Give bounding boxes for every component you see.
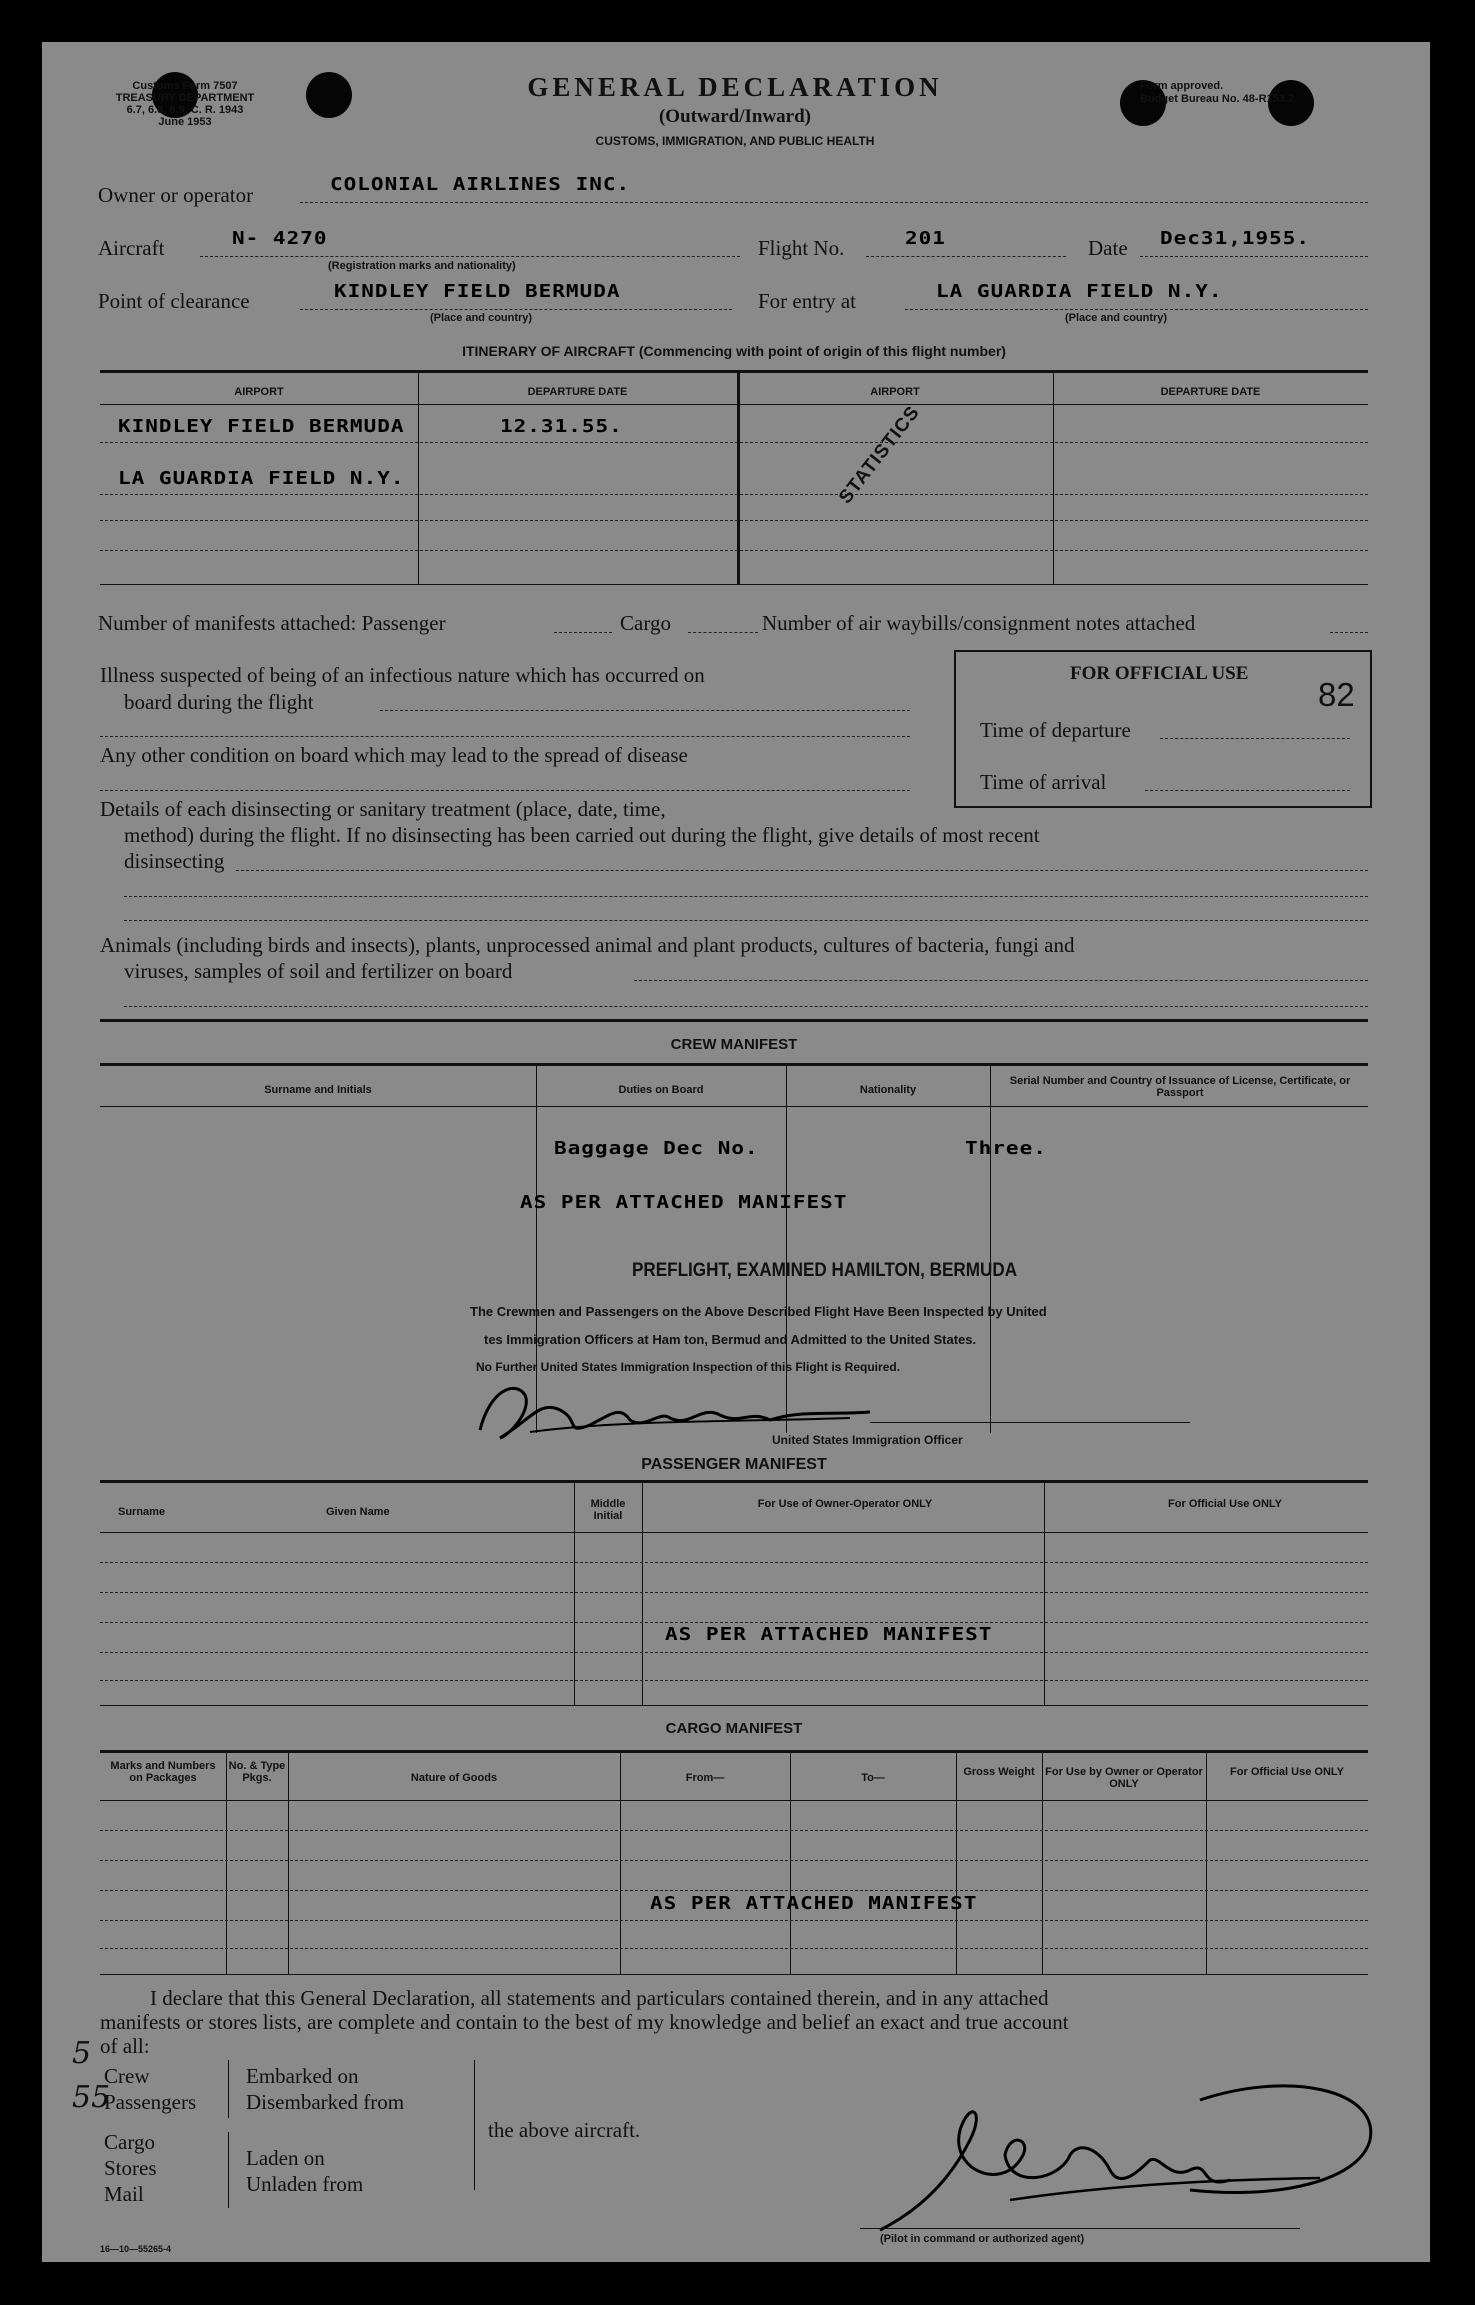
animals-line [634,980,1368,981]
row-line [100,1680,1368,1681]
crew-title: CREW MANIFEST [670,1036,798,1053]
itinerary-header: DEPARTURE DATE [527,386,628,398]
col-divider [226,1750,227,1974]
row-line [100,1860,1368,1861]
declaration-text: manifests or stores lists, are complete and contain to the best of my knowledge and belief an exact and true account [100,2010,1069,2034]
row-line [100,1948,1368,1949]
itinerary-bottom [100,584,1368,585]
passenger-header-top [100,1480,1368,1483]
pilot-note: (Pilot in command or authorized agent) [880,2233,1085,2245]
form-info [90,80,280,128]
passenger-title: PASSENGER MANIFEST [641,1456,827,1473]
waybills-line [1330,632,1368,633]
row-line [100,1652,1368,1653]
clearance-value: KINDLEY FIELD BERMUDA [334,280,621,302]
regulation: 6.7, 6.8, 6.9, C. R. 1943 [126,104,244,116]
aircraft-value: N- 4270 [232,227,328,249]
approval-line: Form approved. [1140,80,1224,92]
arrival-line [1145,790,1350,791]
cargo-attached-manifest: AS PER ATTACHED MANIFEST [650,1892,978,1914]
cargo-title: CARGO MANIFEST [665,1720,803,1737]
cargo-header-top [100,1750,1368,1753]
official-use-title: FOR OFFICIAL USE [1070,663,1249,684]
pilot-signature-line [860,2228,1300,2229]
clearance-note: (Place and country) [430,312,533,324]
col-divider [786,1063,787,1433]
officer-line [870,1422,1190,1423]
cargo-label: Cargo [620,611,671,635]
waybills-label: Number of air waybills/consignment notes attached [762,611,1196,635]
col-divider [737,370,740,584]
form-number: Customs Form 7507 [132,80,238,92]
row-line [100,1890,1368,1891]
brace [228,2060,229,2118]
date-value: Dec31,1955. [1160,227,1311,249]
passenger-header: Surname [118,1506,166,1518]
col-divider [1042,1750,1043,1974]
animals-label2: viruses, samples of soil and fertilizer on board [124,959,513,983]
approval-line: Budget Bureau No. 48-R153.2. [1140,93,1298,105]
passenger-header: For Use of Owner-Operator ONLY [757,1498,933,1510]
crew-header-line [100,1106,1368,1107]
itinerary-header: DEPARTURE DATE [1160,386,1261,398]
immigration-officer-signature [470,1380,890,1450]
clearance-label: Point of clearance [98,289,250,313]
passenger-count: 55 [72,2080,111,2115]
cargo-header: Nature of Goods [410,1772,498,1784]
other-condition-label: Any other condition on board which may lead to the spread of disease [100,743,688,767]
row-line [100,1592,1368,1593]
official-number: 82 [1318,676,1355,713]
itinerary-airport: LA GUARDIA FIELD N.Y. [118,467,405,489]
form-subtitle2: CUSTOMS, IMMIGRATION, AND PUBLIC HEALTH [595,134,875,148]
statistics-stamp: STATISTICS [835,401,925,508]
crew-header: Serial Number and Country of Issuance of License, Certificate, or Passport [1009,1075,1351,1099]
manifests-line [554,632,612,633]
owner-label: Owner or operator [98,183,254,207]
itinerary-row-line [100,550,1368,551]
flight-value: 201 [905,227,946,249]
cargo-decl-label: Cargo [104,2130,155,2154]
details-line [124,896,1368,897]
itinerary-date: 12.31.55. [500,415,623,437]
stores-label: Stores [104,2156,157,2180]
itinerary-header-line [100,404,1368,405]
details-line [124,920,1368,921]
above-aircraft: the above aircraft. [488,2118,641,2142]
mail-label: Mail [104,2182,144,2206]
crew-top-rule [100,1019,1368,1022]
illness-line [100,736,910,737]
crew-label: Crew [104,2064,150,2088]
flight-label: Flight No. [758,236,845,260]
col-divider [990,1063,991,1433]
owner-value: COLONIAL AIRLINES INC. [330,173,631,195]
passenger-header: For Official Use ONLY [1168,1498,1282,1510]
row-line [100,1562,1368,1563]
passenger-header: Middle Initial [590,1498,626,1522]
illness-label2: board during the flight [124,690,314,714]
cargo-header: Marks and Numbers on Packages [110,1760,216,1784]
col-divider [418,370,419,584]
brace [474,2060,475,2190]
cargo-header: No. & Type Pkgs. [228,1760,286,1784]
passenger-attached-manifest: AS PER ATTACHED MANIFEST [665,1623,993,1645]
disembarked-label: Disembarked from [246,2090,405,2114]
passenger-bottom [100,1705,1368,1706]
animals-label: Animals (including birds and insects), plants, unprocessed animal and plant products, cultures of bacteria, fungi and [100,933,1075,957]
stamp-text: The Crewmen and Passengers on the Above Described Flight Have Been Inspected by United [470,1304,1047,1319]
cargo-bottom [100,1974,1368,1975]
declaration-text: of all: [100,2034,150,2058]
details-label2: method) during the flight. If no disinsecting has been carried out during the flight, give details of most recent [124,823,1040,847]
time-arrival-label: Time of arrival [980,770,1107,794]
time-departure-label: Time of departure [980,718,1131,742]
departure-line [1160,738,1350,739]
punch-hole [306,72,352,118]
budget-approval [1140,80,1297,106]
entry-line [905,309,1368,310]
row-line [100,1830,1368,1831]
passenger-header: Given Name [326,1506,390,1518]
illness-line [380,710,910,711]
clearance-line [300,309,732,310]
crew-header: Nationality [859,1084,917,1096]
form-subtitle: (Outward/Inward) [658,106,811,127]
preflight-stamp: PREFLIGHT, EXAMINED HAMILTON, BERMUDA [632,1260,1018,1281]
cargo-header: For Official Use ONLY [1230,1766,1344,1778]
itinerary-header: AIRPORT [234,386,284,398]
itinerary-row-line [100,494,1368,495]
cargo-header-line [100,1800,1368,1801]
col-divider [956,1750,957,1974]
cargo-header: From— [685,1772,725,1784]
itinerary-row-line [100,442,1368,443]
passengers-label: Passengers [104,2090,197,2114]
entry-note: (Place and country) [1065,312,1168,324]
baggage-dec: Baggage Dec No. [554,1137,759,1159]
brace [228,2132,229,2208]
col-divider [536,1063,537,1433]
col-divider [1053,370,1054,584]
crew-header: Duties on Board [618,1084,704,1096]
details-label3: disinsecting [124,849,225,873]
illness-label: Illness suspected of being of an infectious nature which has occurred on [100,663,705,687]
aircraft-line [200,256,740,257]
row-line [100,1920,1368,1921]
embarked-label: Embarked on [246,2064,359,2088]
animals-line [124,1006,1368,1007]
form-code: 16—10—55265-4 [100,2244,172,2254]
crew-count: 5 [72,2036,92,2071]
cargo-header: To— [861,1772,885,1784]
aircraft-label: Aircraft [98,236,165,260]
officer-label: United States Immigration Officer [772,1433,963,1447]
form-date: June 1953 [158,116,212,128]
other-line [100,790,910,791]
unladen-label: Unladen from [246,2172,364,2196]
baggage-count: Three. [965,1137,1047,1159]
flight-line [866,256,1066,257]
laden-label: Laden on [246,2146,325,2170]
col-divider [1206,1750,1207,1974]
department: TREASURY DEPARTMENT [115,92,255,104]
cargo-line [688,632,758,633]
date-label: Date [1088,236,1128,260]
aircraft-note: (Registration marks and nationality) [328,260,516,272]
owner-line [300,202,1368,203]
passenger-header-line [100,1532,1368,1533]
stamp-text: No Further United States Immigration Inspection of this Flight is Required. [476,1360,901,1374]
cargo-header: For Use by Owner or Operator ONLY [1045,1766,1203,1790]
declaration-text: I declare that this General Declaration, all statements and particulars contained therein, and in any attached [150,1986,1049,2010]
date-line [1140,256,1368,257]
pilot-signature [860,2060,1400,2240]
itinerary-header: AIRPORT [870,386,920,398]
itinerary-airport: KINDLEY FIELD BERMUDA [118,415,405,437]
details-line [236,870,1368,871]
itinerary-title: ITINERARY OF AIRCRAFT (Commencing with point of origin of this flight number) [462,343,1006,359]
crew-header: Surname and Initials [264,1084,372,1096]
crew-attached-manifest: AS PER ATTACHED MANIFEST [520,1191,848,1213]
cargo-header: Gross Weight [963,1766,1035,1778]
itinerary-top [100,370,1368,373]
entry-value: LA GUARDIA FIELD N.Y. [936,280,1223,302]
itinerary-row-line [100,520,1368,521]
details-label: Details of each disinsecting or sanitary treatment (place, date, time, [100,797,666,821]
form-title: GENERAL DECLARATION [527,72,943,102]
stamp-text: tes Immigration Officers at Ham ton, Bermud and Admitted to the United States. [484,1332,977,1347]
entry-label: For entry at [758,289,856,313]
crew-header-top [100,1063,1368,1066]
manifests-label: Number of manifests attached: Passenger [98,611,446,635]
